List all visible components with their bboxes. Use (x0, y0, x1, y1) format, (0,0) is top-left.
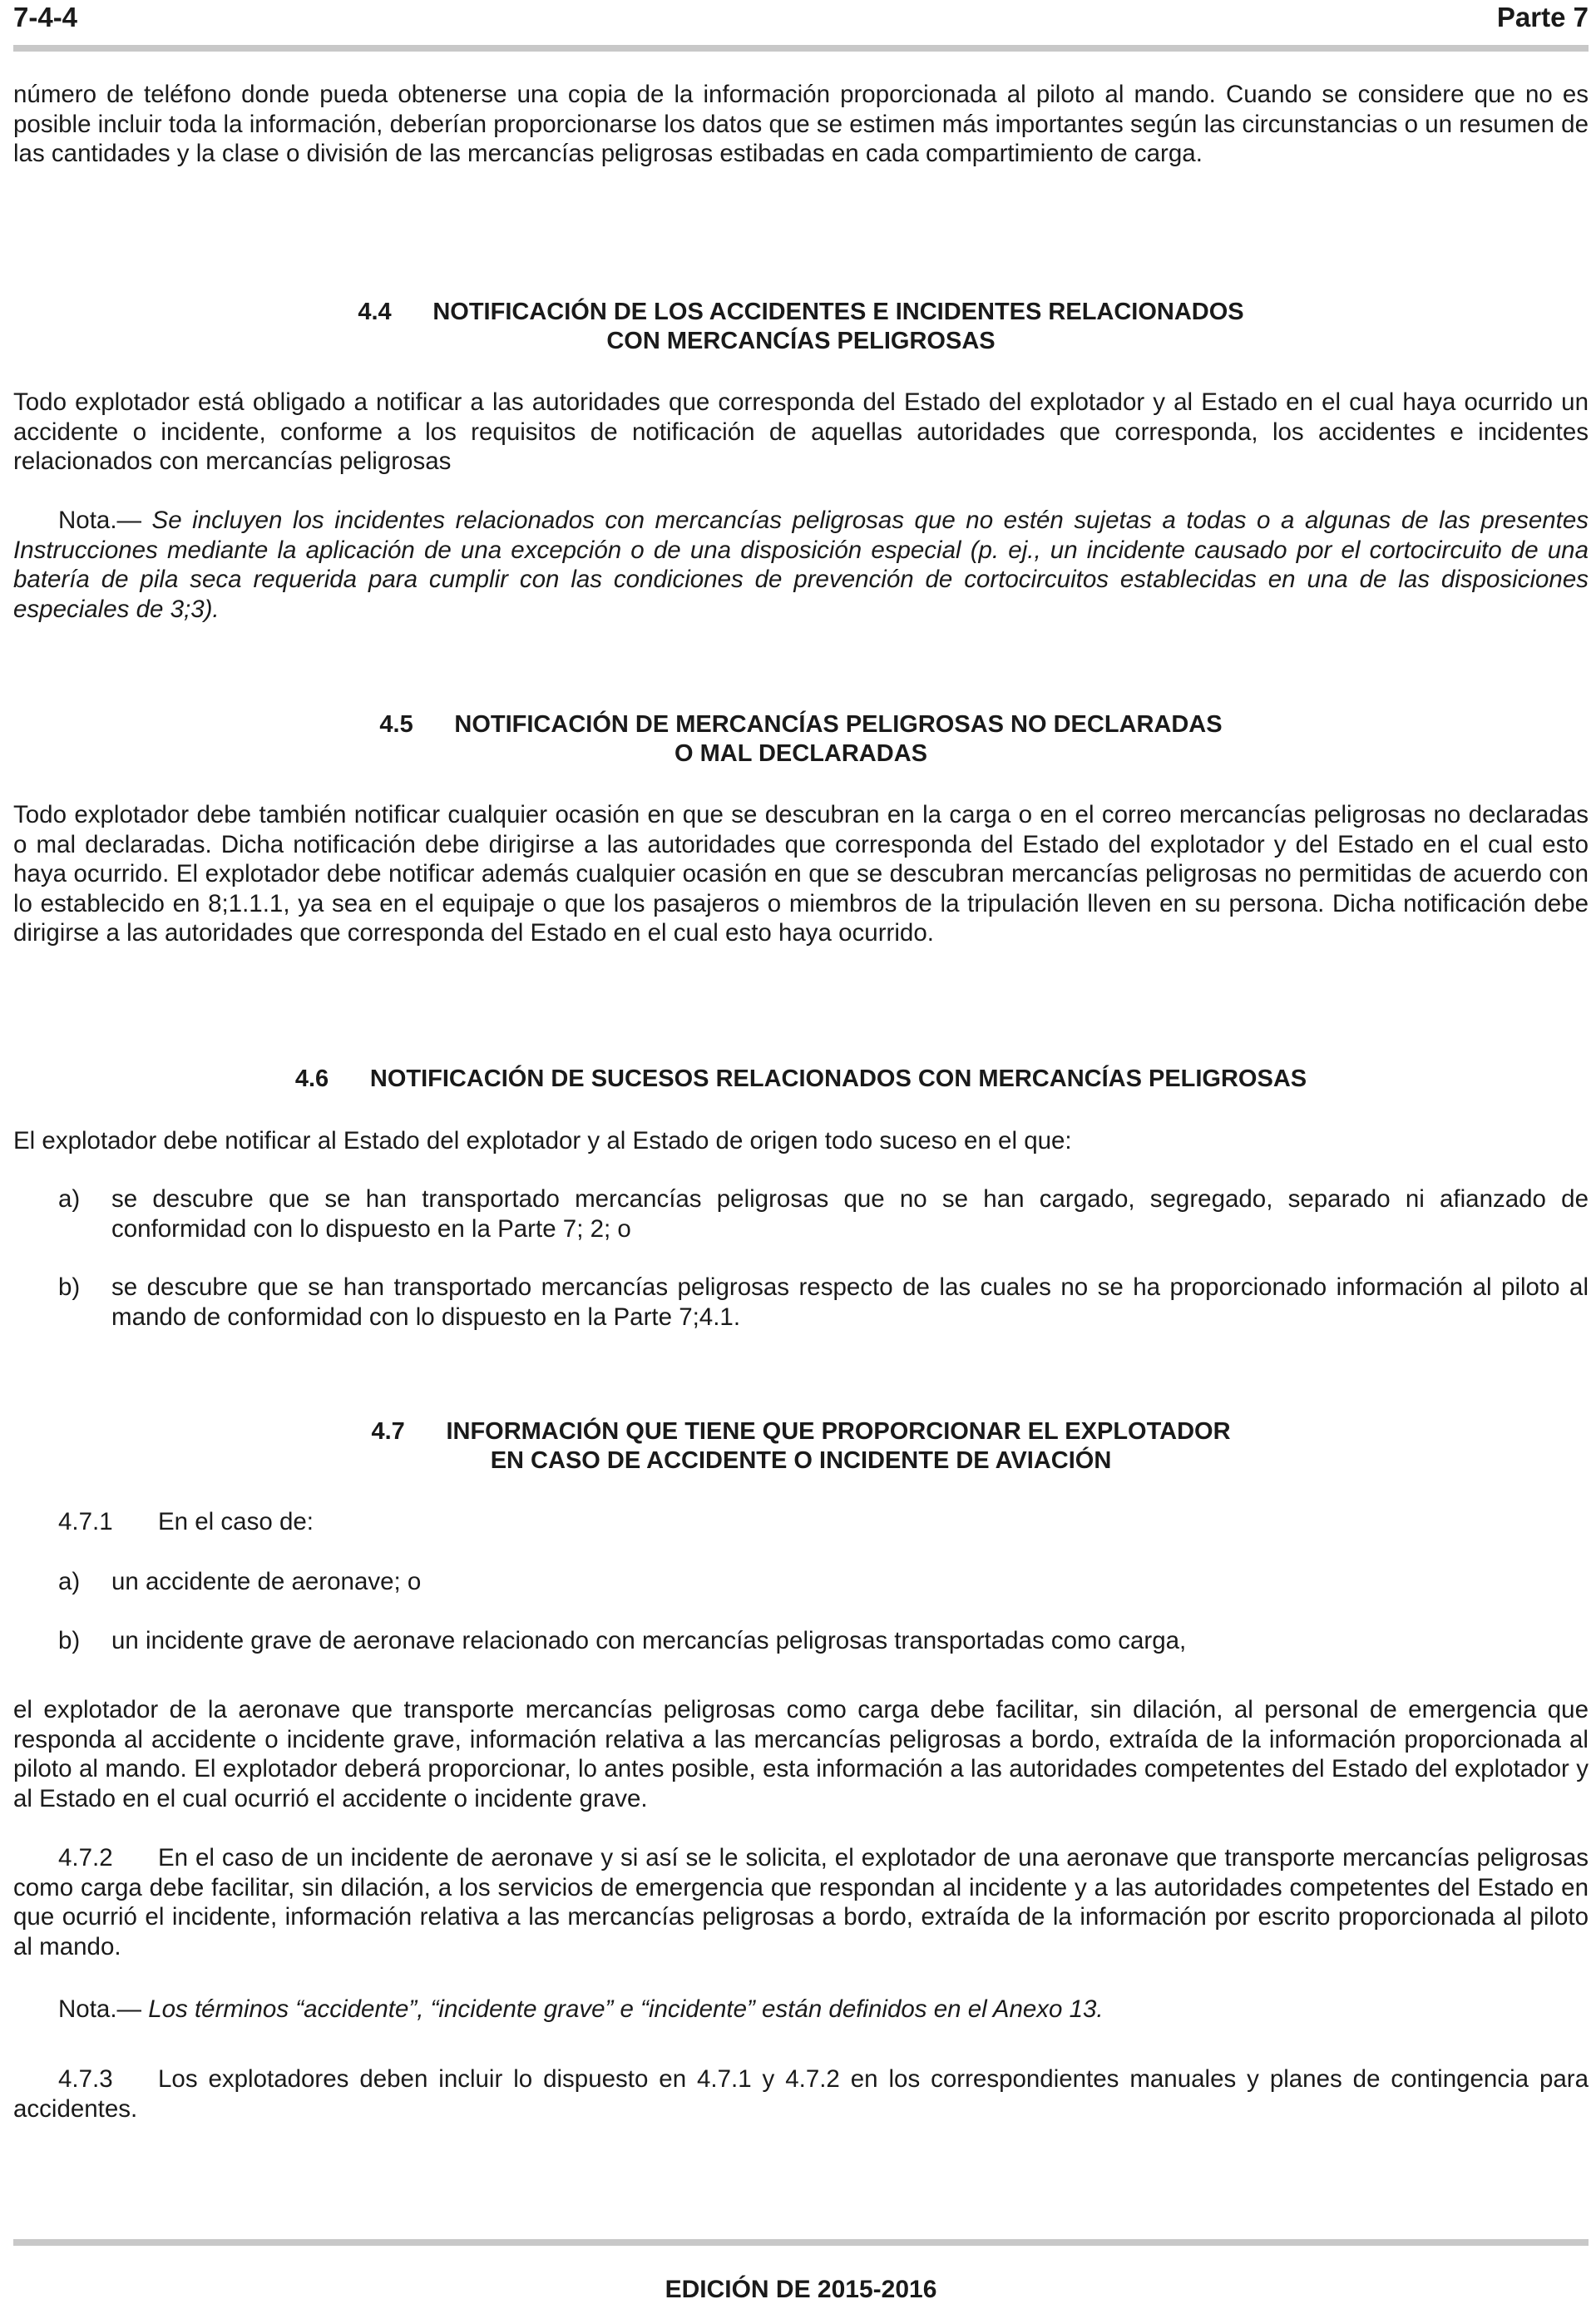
list-label: b) (58, 1627, 81, 1654)
title-line-2: EN CASO DE ACCIDENTE O INCIDENTE DE AVIACIÓN (490, 1447, 1112, 1474)
paragraph-4-7-2 (13, 1843, 1589, 1961)
paragraph-text: En el caso de: (158, 1508, 314, 1535)
intro-paragraph: número de teléfono donde pueda obtenerse una copia de la información proporcionada al piloto al mando. Cuando se considere que no es posible incluir toda la información, deberían proporcionarse los datos que se estimen más importantes según las circunstancias o un resumen de las cantidades y la clase o división de las mercancías peligrosas estibadas en cada compartimiento de carga. (13, 81, 1589, 167)
section-4-4-note (13, 506, 1589, 624)
paragraph-4-7-1 (13, 1507, 1589, 1537)
paragraph-4-7-3 (13, 2064, 1589, 2124)
section-4-7-title (13, 1417, 1589, 1476)
document-page (13, 0, 1589, 2309)
note-text: Se incluyen los incidentes relacionados con mercancías peligrosas que no estén sujetas a todas o a algunas de las presentes Instrucciones mediante la aplicación de una excepción o de una disposición especial (p. ej., un incidente causado por el cortocircuito de una batería de pila seca requerida para cumplir con las condiciones de prevención de cortocircuitos establecidas en una de las disposiciones especiales de 3;3). (13, 507, 1589, 623)
list-text: se descubre que se han transportado mercancías peligrosas que no se han cargado, segregado, separado ni afianzado de conformidad con lo dispuesto en la Parte 7; 2; o (111, 1185, 1589, 1243)
paragraph-number: 4.7.1 (58, 1508, 113, 1535)
title-line-1: NOTIFICACIÓN DE SUCESOS RELACIONADOS CON MERCANCÍAS PELIGROSAS (369, 1066, 1307, 1092)
paragraph-number: 4.7.3 (58, 2065, 113, 2093)
title-line-1: NOTIFICACIÓN DE LOS ACCIDENTES E INCIDENTES RELACIONADOS (432, 299, 1244, 325)
section-4-4-title (13, 298, 1589, 356)
paragraph-text: En el caso de un incidente de aeronave y si así se le solicita, el explotador de una aeronave que transporte mercancías peligrosas como carga debe facilitar, sin dilación, a los servicios de emergencia que respondan al incidente y a las autoridades competentes del Estado en que ocurrió el incidente, información relativa a las mercancías peligrosas a bordo, extraída de la información por escrito proporcionada al piloto al mando. (13, 1844, 1589, 1960)
page-number: 7-4-4 (13, 2, 78, 32)
section-number: 4.4 (358, 299, 392, 325)
section-number: 4.5 (379, 711, 413, 738)
title-line-2: CON MERCANCÍAS PELIGROSAS (606, 328, 996, 354)
section-number: 4.6 (294, 1066, 329, 1092)
title-line-1: NOTIFICACIÓN DE MERCANCÍAS PELIGROSAS NO DECLARADAS (454, 711, 1223, 738)
section-4-7-note (13, 1995, 1589, 2025)
section-4-5-body: Todo explotador debe también notificar cualquier ocasión en que se descubran en la carga o en el correo mercancías peligrosas no declaradas o mal declaradas. Dicha notificación debe dirigirse a las autoridades que corresponda del Estado del explotador y del Estado en el cual esto haya ocurrido. El explotador debe notificar además cualquier ocasión en que se descubran mercancías peligrosas no permitidas de acuerdo con lo establecido en 8;1.1.1, ya sea en el equipaje o que los pasajeros o miembros de la tripulación lleven en su persona. Dicha notificación debe dirigirse a las autoridades que corresponda del Estado en el cual esto haya ocurrido. (13, 801, 1589, 947)
section-4-4-body: Todo explotador está obligado a notificar a las autoridades que corresponda del Estado del explotador y al Estado en el cual haya ocurrido un accidente o incidente, conforme a los requisitos de notificación de aquellas autoridades que corresponda, los accidentes e incidentes relacionados con mercancías peligrosas (13, 388, 1589, 475)
footer-rule (13, 2239, 1589, 2246)
list-text: se descubre que se han transportado mercancías peligrosas respecto de las cuales no se ha proporcionado información al piloto al mando de conformidad con lo dispuesto en la Parte 7;4.1. (111, 1273, 1589, 1331)
page-header (13, 0, 1589, 40)
list-text: un accidente de aeronave; o (111, 1568, 422, 1595)
list-label: a) (58, 1185, 81, 1213)
paragraph-4-7-1-continuation: el explotador de la aeronave que transporte mercancías peligrosas como carga debe facilitar, sin dilación, al personal de emergencia que responda al accidente o incidente grave, información relativa a las mercancías peligrosas a bordo, extraída de la información proporcionada al piloto al mando. El explotador deberá proporcionar, lo antes posible, esta información a las autoridades competentes del Estado del explotador y al Estado en el cual ocurrió el accidente o incidente grave. (13, 1696, 1589, 1812)
header-rule (13, 45, 1589, 52)
list-label: a) (58, 1568, 81, 1595)
list-text: un incidente grave de aeronave relacionado con mercancías peligrosas transportadas como carga, (111, 1627, 1187, 1654)
note-label: Nota.— (58, 1995, 142, 2023)
section-number: 4.7 (371, 1418, 405, 1445)
paragraph-text: Los explotadores deben incluir lo dispuesto en 4.7.1 y 4.7.2 en los correspondientes manuales y planes de contingencia para accidentes. (13, 2065, 1589, 2123)
title-line-1: INFORMACIÓN QUE TIENE QUE PROPORCIONAR EL EXPLOTADOR (446, 1418, 1231, 1445)
note-label: Nota.— (58, 507, 142, 534)
edition-footer: EDICIÓN DE 2015-2016 (665, 2276, 937, 2303)
title-line-2: O MAL DECLARADAS (674, 740, 927, 767)
note-text: Los términos “accidente”, “incidente grave” e “incidente” están definidos en el Anexo 13. (141, 1995, 1104, 2023)
section-4-5-title (13, 710, 1589, 769)
section-4-6-title (13, 1065, 1589, 1094)
list-label: b) (58, 1273, 81, 1301)
part-label: Parte 7 (1496, 2, 1589, 32)
paragraph-number: 4.7.2 (58, 1844, 113, 1871)
section-4-6-intro: El explotador debe notificar al Estado del explotador y al Estado de origen todo suceso en el que: (13, 1127, 1072, 1154)
